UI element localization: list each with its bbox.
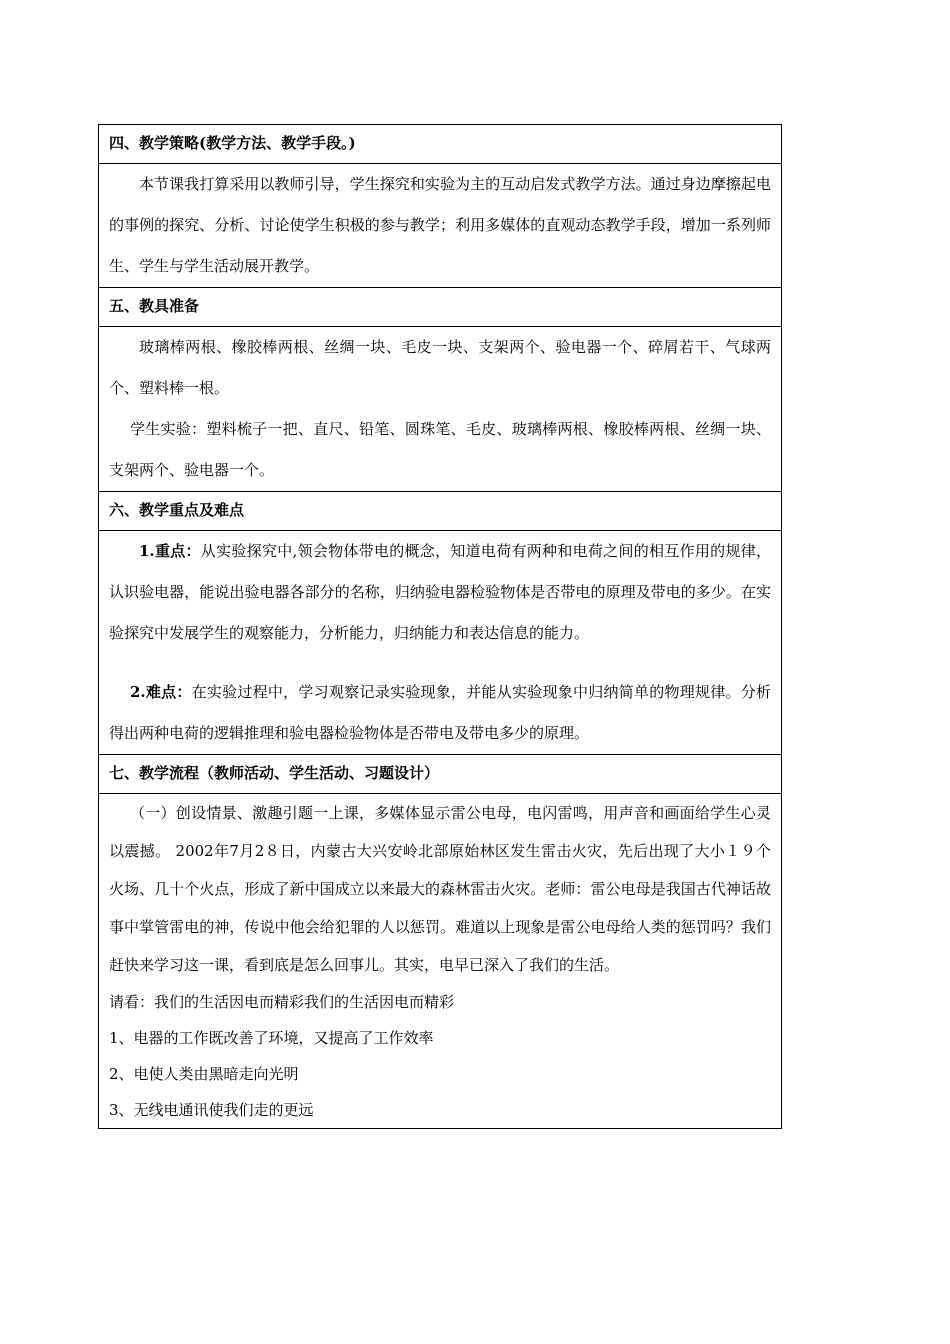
strategy-heading-row	[99, 125, 782, 164]
difficulty-paragraph	[109, 672, 771, 754]
process-intro: （一）创设情景、激趣引题一上课，多媒体显示雷公电母，电闪雷鸣，用声音和画面给学生心灵以震撼。 2002年7月2８日，内蒙古大兴安岭北部原始林区发生雷击火灾，先后出现了大小１９个火场、几十个火点，形成了新中国成立以来最大的森林雷击火灾。老师：雷公电母是我国古代神话故事中掌管雷电的神，传说中他会给犯罪的人以惩罚。难道以上现象是雷公电母给人类的惩罚吗？我们赶快来学习这一课，看到底是怎么回事儿。其实，电早已深入了我们的生活。	[109, 804, 771, 974]
key-point-label: 1.重点：	[139, 542, 201, 560]
key-points-heading: 六、教学重点及难点	[99, 492, 782, 531]
strategy-body-row	[99, 164, 782, 288]
process-body-row	[99, 794, 782, 1129]
key-point-text: 从实验探究中,领会物体带电的概念，知道电荷有两种和电荷之间的相互作用的规律，认识验电器，能说出验电器各部分的名称，归纳验电器检验物体是否带电的原理及带电的多少。在实验探究中发展学生的观察能力，分析能力，归纳能力和表达信息的能力。	[109, 542, 771, 642]
key-points-body	[99, 531, 782, 755]
key-points-heading-row	[99, 492, 782, 531]
strategy-body	[99, 164, 782, 288]
difficulty-text: 在实验过程中，学习观察记录实验现象，并能从实验现象中归纳简单的物理规律。分析得出两种电荷的逻辑推理和验电器检验物体是否带电及带电多少的原理。	[109, 683, 771, 742]
equipment-student-text: 学生实验：塑料梳子一把、直尺、铅笔、圆珠笔、毛皮、玻璃棒两根、橡胶棒两根、丝绸一块、支架两个、验电器一个。	[109, 420, 771, 479]
process-body	[99, 794, 782, 1129]
lesson-plan-table	[98, 124, 782, 1129]
difficulty-label: 2.难点：	[130, 683, 192, 701]
key-point-paragraph	[109, 531, 771, 654]
process-line: 2、电使人类由黑暗走向光明	[109, 1065, 299, 1083]
equipment-teacher-text: 玻璃棒两根、橡胶棒两根、丝绸一块、毛皮一块、支架两个、验电器一个、碎屑若干、气球两个、塑料棒一根。	[109, 338, 771, 397]
equipment-heading-row	[99, 288, 782, 327]
strategy-heading: 四、教学策略(教学方法、教学手段。)	[99, 125, 782, 164]
process-line: 3、无线电通讯使我们走的更远	[109, 1101, 314, 1119]
equipment-body	[99, 327, 782, 492]
process-line: 1、电器的工作既改善了环境，又提高了工作效率	[109, 1029, 434, 1047]
process-heading: 七、教学流程（教师活动、学生活动、习题设计）	[99, 755, 782, 794]
equipment-body-row	[99, 327, 782, 492]
equipment-heading: 五、教具准备	[99, 288, 782, 327]
process-line: 请看：我们的生活因电而精彩我们的生活因电而精彩	[109, 993, 455, 1011]
process-heading-row	[99, 755, 782, 794]
key-points-body-row	[99, 531, 782, 755]
strategy-text: 本节课我打算采用以教师引导，学生探究和实验为主的互动启发式教学方法。通过身边摩擦起电的事例的探究、分析、讨论使学生积极的参与教学；利用多媒体的直观动态教学手段，增加一系列师生、学生与学生活动展开教学。	[109, 175, 771, 275]
